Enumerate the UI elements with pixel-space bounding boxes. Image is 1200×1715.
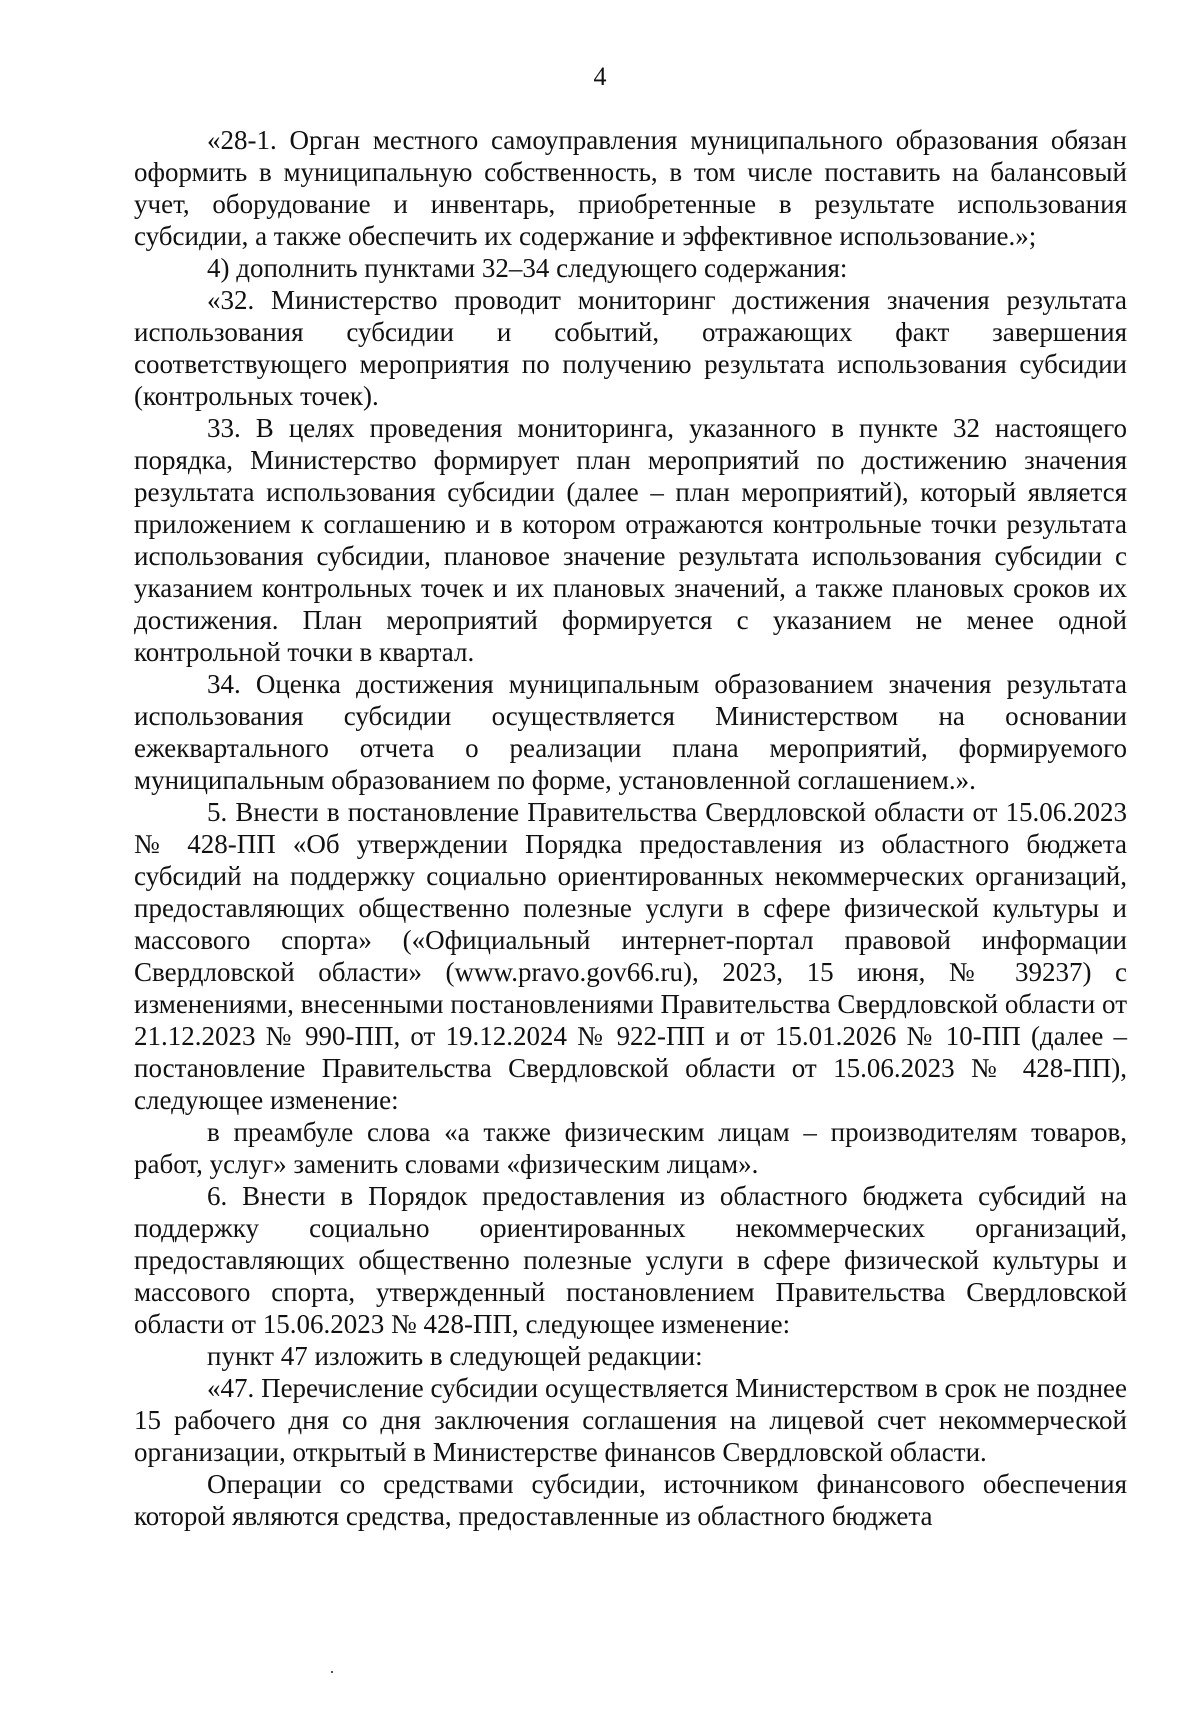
paragraph-item-4: 4) дополнить пунктами 32–34 следующего содержания: xyxy=(207,253,848,283)
scan-speck xyxy=(331,1671,333,1673)
paragraph-34: 34. Оценка достижения муниципальным образованием значения результата использования субсидии осуществляется Министерством на основании ежеквартального отчета о реализации плана мероприятий, формируемого муниципальным образованием по форме, установленной соглашением.». xyxy=(134,669,1127,795)
paragraph-section-5: 5. Внести в постановление Правительства Свердловской области от 15.06.2023 № 428-ПП «Об утверждении Порядка предоставления из областного бюджета субсидий на поддержку социально ориентированных некоммерческих организаций, предоставляющих общественно полезные услуги в сфере физической культуры и массового спорта» («Официальный интернет-портал правовой информации Свердловской области» (www.pravo.gov66.ru), 2023, 15 июня, № 39237) с изменениями, внесенными постановлениями Правительства Свердловской области от 21.12.2023 № 990-ПП, от 19.12.2024 № 922-ПП и от 15.01.2026 № 10-ПП (далее – постановление Правительства Свердловской области от 15.06.2023 № 428-ПП), следующее изменение: xyxy=(134,797,1127,1115)
document-body xyxy=(134,124,1127,1532)
paragraph-32: «32. Министерство проводит мониторинг достижения значения результата использования субсидии и событий, отражающих факт завершения соответствующего мероприятия по получению результата использования субсидии (контрольных точек). xyxy=(134,285,1127,411)
paragraph-33: 33. В целях проведения мониторинга, указанного в пункте 32 настоящего порядка, Министерство формирует план мероприятий по достижению значения результата использования субсидии (далее – план мероприятий), который является приложением к соглашению и в котором отражаются контрольные точки результата использования субсидии, плановое значение результата использования субсидии с указанием контрольных точек и их плановых значений, а также плановых сроков их достижения. План мероприятий формируется с указанием не менее одной контрольной точки в квартал. xyxy=(134,413,1127,667)
paragraph-operations: Операции со средствами субсидии, источником финансового обеспечения которой являются средства, предоставленные из областного бюджета xyxy=(134,1469,1127,1531)
page-number: 4 xyxy=(593,62,607,91)
paragraph-item-47-intro: пункт 47 изложить в следующей редакции: xyxy=(207,1341,703,1371)
paragraph-section-6: 6. Внести в Порядок предоставления из областного бюджета субсидий на поддержку социально ориентированных некоммерческих организаций, предоставляющих общественно полезные услуги в сфере физической культуры и массового спорта, утвержденный постановлением Правительства Свердловской области от 15.06.2023 № 428-ПП, следующее изменение: xyxy=(134,1181,1127,1339)
paragraph-28-1: «28-1. Орган местного самоуправления муниципального образования обязан оформить в муниципальную собственность, в том числе поставить на балансовый учет, оборудование и инвентарь, приобретенные в результате использования субсидии, а также обеспечить их содержание и эффективное использование.»; xyxy=(134,125,1127,251)
paragraph-47: «47. Перечисление субсидии осуществляется Министерством в срок не позднее 15 рабочего дня со дня заключения соглашения на лицевой счет некоммерческой организации, открытый в Министерстве финансов Свердловской области. xyxy=(134,1373,1127,1467)
paragraph-preamble-change: в преамбуле слова «а также физическим лицам – производителям товаров, работ, услуг» заменить словами «физическим лицам». xyxy=(134,1117,1127,1179)
